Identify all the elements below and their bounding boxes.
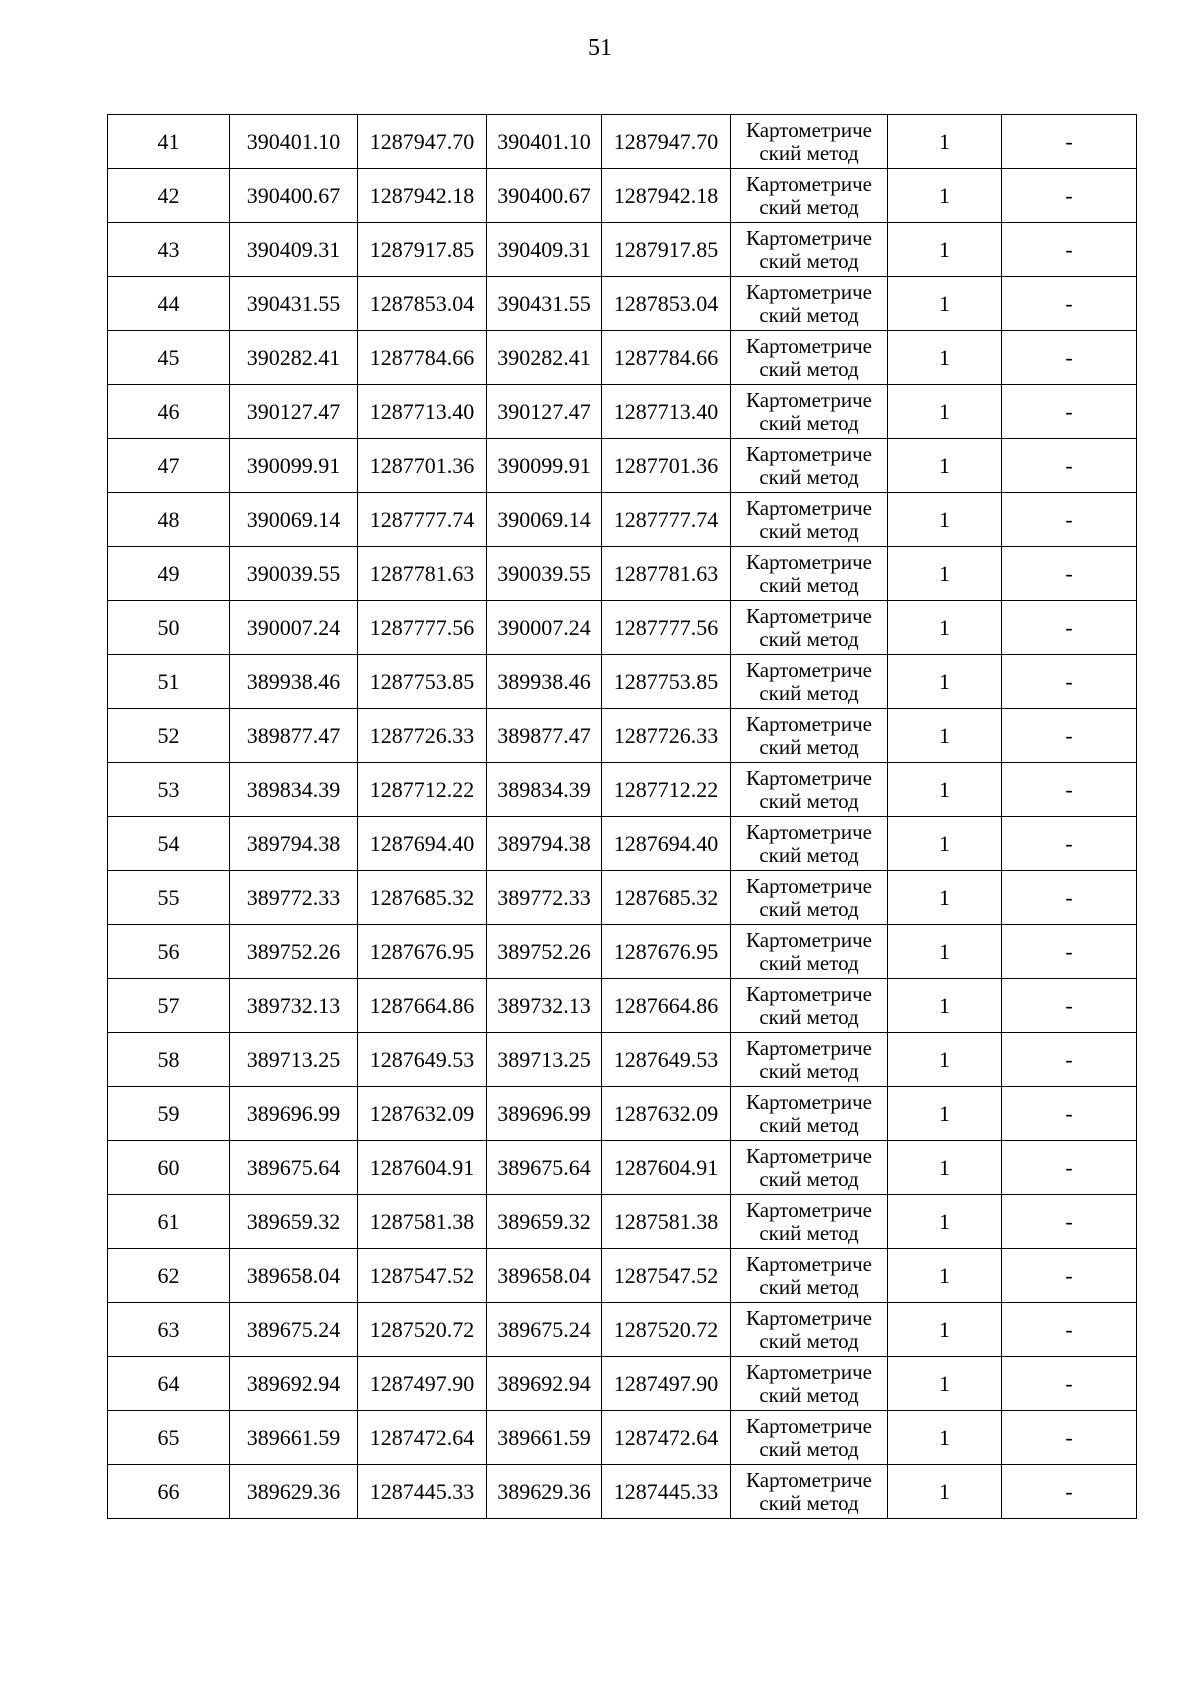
cell-note: -: [1002, 925, 1137, 979]
cell-y-refined: 1287853.04: [602, 277, 731, 331]
cell-accuracy: 1: [888, 331, 1002, 385]
cell-accuracy: 1: [888, 709, 1002, 763]
cell-accuracy: 1: [888, 655, 1002, 709]
cell-y-existing: 1287947.70: [358, 115, 487, 169]
cell-accuracy: 1: [888, 493, 1002, 547]
cell-y-refined: 1287942.18: [602, 169, 731, 223]
method-line-2: ский метод: [759, 1058, 859, 1083]
table-row: [108, 1303, 1137, 1357]
method-line-1: Картометриче: [746, 549, 872, 574]
cell-accuracy: 1: [888, 1033, 1002, 1087]
cell-y-existing: 1287726.33: [358, 709, 487, 763]
cell-y-refined: 1287712.22: [602, 763, 731, 817]
cell-method: [731, 439, 888, 493]
cell-note: -: [1002, 709, 1137, 763]
cell-y-refined: 1287581.38: [602, 1195, 731, 1249]
method-line-2: ский метод: [759, 410, 859, 435]
cell-y-existing: 1287917.85: [358, 223, 487, 277]
cell-accuracy: 1: [888, 1249, 1002, 1303]
table-row: [108, 1249, 1137, 1303]
cell-method: [731, 115, 888, 169]
table-row: [108, 1141, 1137, 1195]
cell-accuracy: 1: [888, 1141, 1002, 1195]
cell-method: [731, 709, 888, 763]
cell-x-existing: 389732.13: [230, 979, 358, 1033]
table-row: [108, 925, 1137, 979]
method-line-2: ский метод: [759, 518, 859, 543]
cell-y-existing: 1287472.64: [358, 1411, 487, 1465]
method-line-2: ский метод: [759, 140, 859, 165]
cell-x-existing: 390127.47: [230, 385, 358, 439]
cell-y-existing: 1287784.66: [358, 331, 487, 385]
cell-x-existing: 389675.64: [230, 1141, 358, 1195]
method-line-2: ский метод: [759, 1166, 859, 1191]
cell-accuracy: 1: [888, 169, 1002, 223]
cell-y-refined: 1287649.53: [602, 1033, 731, 1087]
cell-x-existing: 390007.24: [230, 601, 358, 655]
cell-x-existing: 390099.91: [230, 439, 358, 493]
table-row: [108, 169, 1137, 223]
cell-x-existing: 389696.99: [230, 1087, 358, 1141]
method-line-1: Картометриче: [746, 171, 872, 196]
cell-method: [731, 1141, 888, 1195]
method-line-1: Картометриче: [746, 1035, 872, 1060]
method-line-1: Картометриче: [746, 117, 872, 142]
cell-point-number: 43: [108, 223, 230, 277]
cell-point-number: 45: [108, 331, 230, 385]
method-line-1: Картометриче: [746, 765, 872, 790]
cell-y-existing: 1287497.90: [358, 1357, 487, 1411]
cell-point-number: 65: [108, 1411, 230, 1465]
cell-point-number: 53: [108, 763, 230, 817]
cell-y-refined: 1287753.85: [602, 655, 731, 709]
cell-y-existing: 1287676.95: [358, 925, 487, 979]
cell-x-refined: 390400.67: [487, 169, 602, 223]
cell-x-refined: 390007.24: [487, 601, 602, 655]
table-row: [108, 709, 1137, 763]
method-line-2: ский метод: [759, 464, 859, 489]
method-line-1: Картометриче: [746, 819, 872, 844]
cell-x-existing: 390409.31: [230, 223, 358, 277]
table-row: [108, 385, 1137, 439]
method-line-2: ский метод: [759, 1382, 859, 1407]
cell-accuracy: 1: [888, 925, 1002, 979]
table-row: [108, 979, 1137, 1033]
cell-note: -: [1002, 817, 1137, 871]
coordinates-table: [107, 114, 1137, 1519]
method-line-1: Картометриче: [746, 387, 872, 412]
method-line-2: ский метод: [759, 734, 859, 759]
cell-y-existing: 1287701.36: [358, 439, 487, 493]
cell-note: -: [1002, 1411, 1137, 1465]
cell-method: [731, 1411, 888, 1465]
cell-x-refined: 390099.91: [487, 439, 602, 493]
cell-note: -: [1002, 1195, 1137, 1249]
method-line-1: Картометриче: [746, 1359, 872, 1384]
cell-y-refined: 1287520.72: [602, 1303, 731, 1357]
cell-x-existing: 390431.55: [230, 277, 358, 331]
cell-note: -: [1002, 1357, 1137, 1411]
cell-note: -: [1002, 493, 1137, 547]
cell-method: [731, 1465, 888, 1519]
cell-point-number: 44: [108, 277, 230, 331]
cell-x-refined: 389661.59: [487, 1411, 602, 1465]
cell-method: [731, 223, 888, 277]
method-line-1: Картометриче: [746, 333, 872, 358]
cell-method: [731, 817, 888, 871]
cell-y-existing: 1287942.18: [358, 169, 487, 223]
cell-x-refined: 390127.47: [487, 385, 602, 439]
cell-note: -: [1002, 871, 1137, 925]
cell-note: -: [1002, 1033, 1137, 1087]
method-line-1: Картометриче: [746, 279, 872, 304]
cell-method: [731, 169, 888, 223]
cell-accuracy: 1: [888, 979, 1002, 1033]
cell-accuracy: 1: [888, 817, 1002, 871]
cell-x-existing: 390039.55: [230, 547, 358, 601]
cell-x-existing: 389834.39: [230, 763, 358, 817]
cell-method: [731, 979, 888, 1033]
cell-x-refined: 389732.13: [487, 979, 602, 1033]
table-row: [108, 1357, 1137, 1411]
cell-method: [731, 655, 888, 709]
method-line-2: ский метод: [759, 1436, 859, 1461]
table-row: [108, 601, 1137, 655]
method-line-2: ский метод: [759, 302, 859, 327]
cell-point-number: 49: [108, 547, 230, 601]
cell-method: [731, 1195, 888, 1249]
cell-x-existing: 390401.10: [230, 115, 358, 169]
method-line-1: Картометриче: [746, 927, 872, 952]
cell-point-number: 56: [108, 925, 230, 979]
cell-point-number: 41: [108, 115, 230, 169]
cell-y-existing: 1287664.86: [358, 979, 487, 1033]
cell-accuracy: 1: [888, 601, 1002, 655]
cell-x-existing: 389659.32: [230, 1195, 358, 1249]
cell-point-number: 58: [108, 1033, 230, 1087]
cell-accuracy: 1: [888, 223, 1002, 277]
cell-x-existing: 389938.46: [230, 655, 358, 709]
cell-x-existing: 389752.26: [230, 925, 358, 979]
cell-x-refined: 389696.99: [487, 1087, 602, 1141]
table-row: [108, 1411, 1137, 1465]
cell-method: [731, 1033, 888, 1087]
table-row: [108, 1087, 1137, 1141]
cell-y-existing: 1287853.04: [358, 277, 487, 331]
cell-note: -: [1002, 223, 1137, 277]
cell-method: [731, 1087, 888, 1141]
method-line-2: ский метод: [759, 950, 859, 975]
cell-y-refined: 1287947.70: [602, 115, 731, 169]
cell-x-refined: 389713.25: [487, 1033, 602, 1087]
cell-method: [731, 547, 888, 601]
cell-accuracy: 1: [888, 385, 1002, 439]
method-line-2: ский метод: [759, 1490, 859, 1515]
cell-method: [731, 925, 888, 979]
cell-x-existing: 390069.14: [230, 493, 358, 547]
table-body: [108, 115, 1137, 1519]
cell-y-refined: 1287694.40: [602, 817, 731, 871]
cell-y-refined: 1287777.74: [602, 493, 731, 547]
method-line-1: Картометриче: [746, 657, 872, 682]
cell-method: [731, 1303, 888, 1357]
cell-method: [731, 493, 888, 547]
cell-x-existing: 389772.33: [230, 871, 358, 925]
method-line-2: ский метод: [759, 1274, 859, 1299]
cell-note: -: [1002, 979, 1137, 1033]
cell-x-existing: 389661.59: [230, 1411, 358, 1465]
cell-y-existing: 1287520.72: [358, 1303, 487, 1357]
cell-y-refined: 1287777.56: [602, 601, 731, 655]
cell-x-refined: 389629.36: [487, 1465, 602, 1519]
cell-point-number: 60: [108, 1141, 230, 1195]
cell-x-refined: 390431.55: [487, 277, 602, 331]
cell-y-refined: 1287472.64: [602, 1411, 731, 1465]
cell-point-number: 51: [108, 655, 230, 709]
cell-y-existing: 1287547.52: [358, 1249, 487, 1303]
method-line-1: Картометриче: [746, 1413, 872, 1438]
method-line-2: ский метод: [759, 1004, 859, 1029]
cell-method: [731, 331, 888, 385]
table-row: [108, 493, 1137, 547]
cell-point-number: 54: [108, 817, 230, 871]
cell-y-refined: 1287445.33: [602, 1465, 731, 1519]
method-line-1: Картометриче: [746, 1251, 872, 1276]
cell-y-refined: 1287497.90: [602, 1357, 731, 1411]
cell-x-refined: 390282.41: [487, 331, 602, 385]
cell-point-number: 61: [108, 1195, 230, 1249]
method-line-2: ский метод: [759, 842, 859, 867]
cell-x-existing: 389877.47: [230, 709, 358, 763]
cell-y-refined: 1287781.63: [602, 547, 731, 601]
cell-note: -: [1002, 385, 1137, 439]
cell-point-number: 59: [108, 1087, 230, 1141]
cell-note: -: [1002, 331, 1137, 385]
cell-point-number: 46: [108, 385, 230, 439]
cell-accuracy: 1: [888, 115, 1002, 169]
cell-point-number: 55: [108, 871, 230, 925]
cell-note: -: [1002, 439, 1137, 493]
table-row: [108, 1465, 1137, 1519]
table-row: [108, 655, 1137, 709]
cell-y-refined: 1287547.52: [602, 1249, 731, 1303]
cell-accuracy: 1: [888, 1195, 1002, 1249]
cell-accuracy: 1: [888, 1411, 1002, 1465]
cell-note: -: [1002, 1303, 1137, 1357]
cell-method: [731, 601, 888, 655]
cell-y-refined: 1287676.95: [602, 925, 731, 979]
method-line-2: ский метод: [759, 248, 859, 273]
table-row: [108, 115, 1137, 169]
cell-x-refined: 389692.94: [487, 1357, 602, 1411]
method-line-1: Картометриче: [746, 1143, 872, 1168]
cell-y-existing: 1287649.53: [358, 1033, 487, 1087]
cell-y-existing: 1287713.40: [358, 385, 487, 439]
cell-point-number: 48: [108, 493, 230, 547]
cell-method: [731, 277, 888, 331]
method-line-1: Картометриче: [746, 1305, 872, 1330]
cell-accuracy: 1: [888, 277, 1002, 331]
cell-y-existing: 1287781.63: [358, 547, 487, 601]
cell-x-existing: 389629.36: [230, 1465, 358, 1519]
cell-accuracy: 1: [888, 871, 1002, 925]
method-line-2: ский метод: [759, 356, 859, 381]
method-line-2: ский метод: [759, 1220, 859, 1245]
table-row: [108, 871, 1137, 925]
cell-x-refined: 389659.32: [487, 1195, 602, 1249]
cell-x-existing: 390282.41: [230, 331, 358, 385]
cell-method: [731, 1357, 888, 1411]
cell-note: -: [1002, 115, 1137, 169]
method-line-1: Картометриче: [746, 441, 872, 466]
cell-accuracy: 1: [888, 439, 1002, 493]
cell-y-existing: 1287604.91: [358, 1141, 487, 1195]
cell-method: [731, 1249, 888, 1303]
cell-method: [731, 763, 888, 817]
cell-note: -: [1002, 1249, 1137, 1303]
cell-note: -: [1002, 1141, 1137, 1195]
method-line-1: Картометриче: [746, 1197, 872, 1222]
table-row: [108, 223, 1137, 277]
cell-x-refined: 389658.04: [487, 1249, 602, 1303]
table-row: [108, 1033, 1137, 1087]
table-row: [108, 439, 1137, 493]
cell-x-refined: 389938.46: [487, 655, 602, 709]
cell-point-number: 63: [108, 1303, 230, 1357]
cell-y-refined: 1287604.91: [602, 1141, 731, 1195]
method-line-1: Картометриче: [746, 1467, 872, 1492]
method-line-1: Картометриче: [746, 225, 872, 250]
cell-y-existing: 1287632.09: [358, 1087, 487, 1141]
cell-x-refined: 389752.26: [487, 925, 602, 979]
cell-y-existing: 1287581.38: [358, 1195, 487, 1249]
cell-y-refined: 1287701.36: [602, 439, 731, 493]
cell-y-refined: 1287685.32: [602, 871, 731, 925]
cell-x-refined: 390401.10: [487, 115, 602, 169]
method-line-2: ский метод: [759, 1112, 859, 1137]
cell-x-refined: 389675.64: [487, 1141, 602, 1195]
method-line-1: Картометриче: [746, 711, 872, 736]
cell-y-existing: 1287445.33: [358, 1465, 487, 1519]
cell-note: -: [1002, 655, 1137, 709]
cell-x-refined: 389877.47: [487, 709, 602, 763]
method-line-2: ский метод: [759, 680, 859, 705]
cell-y-refined: 1287726.33: [602, 709, 731, 763]
cell-point-number: 52: [108, 709, 230, 763]
method-line-1: Картометриче: [746, 1089, 872, 1114]
method-line-2: ский метод: [759, 194, 859, 219]
method-line-2: ский метод: [759, 572, 859, 597]
cell-accuracy: 1: [888, 1303, 1002, 1357]
cell-x-refined: 390039.55: [487, 547, 602, 601]
cell-point-number: 50: [108, 601, 230, 655]
cell-x-existing: 390400.67: [230, 169, 358, 223]
cell-x-existing: 389675.24: [230, 1303, 358, 1357]
cell-point-number: 42: [108, 169, 230, 223]
method-line-1: Картометриче: [746, 495, 872, 520]
cell-y-existing: 1287712.22: [358, 763, 487, 817]
cell-note: -: [1002, 763, 1137, 817]
cell-y-refined: 1287713.40: [602, 385, 731, 439]
cell-y-existing: 1287753.85: [358, 655, 487, 709]
cell-point-number: 47: [108, 439, 230, 493]
cell-y-refined: 1287917.85: [602, 223, 731, 277]
cell-y-refined: 1287632.09: [602, 1087, 731, 1141]
cell-note: -: [1002, 1465, 1137, 1519]
cell-x-refined: 389675.24: [487, 1303, 602, 1357]
method-line-1: Картометриче: [746, 873, 872, 898]
cell-note: -: [1002, 1087, 1137, 1141]
cell-note: -: [1002, 277, 1137, 331]
table-row: [108, 1195, 1137, 1249]
cell-y-existing: 1287694.40: [358, 817, 487, 871]
method-line-2: ский метод: [759, 1328, 859, 1353]
cell-point-number: 66: [108, 1465, 230, 1519]
cell-point-number: 64: [108, 1357, 230, 1411]
cell-note: -: [1002, 169, 1137, 223]
cell-x-existing: 389713.25: [230, 1033, 358, 1087]
cell-x-refined: 390409.31: [487, 223, 602, 277]
cell-accuracy: 1: [888, 1465, 1002, 1519]
cell-x-refined: 390069.14: [487, 493, 602, 547]
cell-x-existing: 389794.38: [230, 817, 358, 871]
cell-x-existing: 389692.94: [230, 1357, 358, 1411]
cell-x-refined: 389772.33: [487, 871, 602, 925]
cell-accuracy: 1: [888, 1087, 1002, 1141]
method-line-2: ский метод: [759, 788, 859, 813]
cell-y-existing: 1287685.32: [358, 871, 487, 925]
cell-note: -: [1002, 601, 1137, 655]
cell-y-existing: 1287777.56: [358, 601, 487, 655]
table-row: [108, 763, 1137, 817]
cell-point-number: 62: [108, 1249, 230, 1303]
page-number: 51: [588, 35, 612, 61]
cell-accuracy: 1: [888, 547, 1002, 601]
cell-x-existing: 389658.04: [230, 1249, 358, 1303]
method-line-1: Картометриче: [746, 603, 872, 628]
method-line-2: ский метод: [759, 896, 859, 921]
cell-point-number: 57: [108, 979, 230, 1033]
table-row: [108, 277, 1137, 331]
cell-x-refined: 389834.39: [487, 763, 602, 817]
cell-y-refined: 1287664.86: [602, 979, 731, 1033]
method-line-2: ский метод: [759, 626, 859, 651]
cell-accuracy: 1: [888, 763, 1002, 817]
method-line-1: Картометриче: [746, 981, 872, 1006]
table-row: [108, 547, 1137, 601]
cell-x-refined: 389794.38: [487, 817, 602, 871]
cell-accuracy: 1: [888, 1357, 1002, 1411]
cell-method: [731, 871, 888, 925]
table-row: [108, 817, 1137, 871]
table-row: [108, 331, 1137, 385]
cell-method: [731, 385, 888, 439]
cell-note: -: [1002, 547, 1137, 601]
cell-y-refined: 1287784.66: [602, 331, 731, 385]
cell-y-existing: 1287777.74: [358, 493, 487, 547]
